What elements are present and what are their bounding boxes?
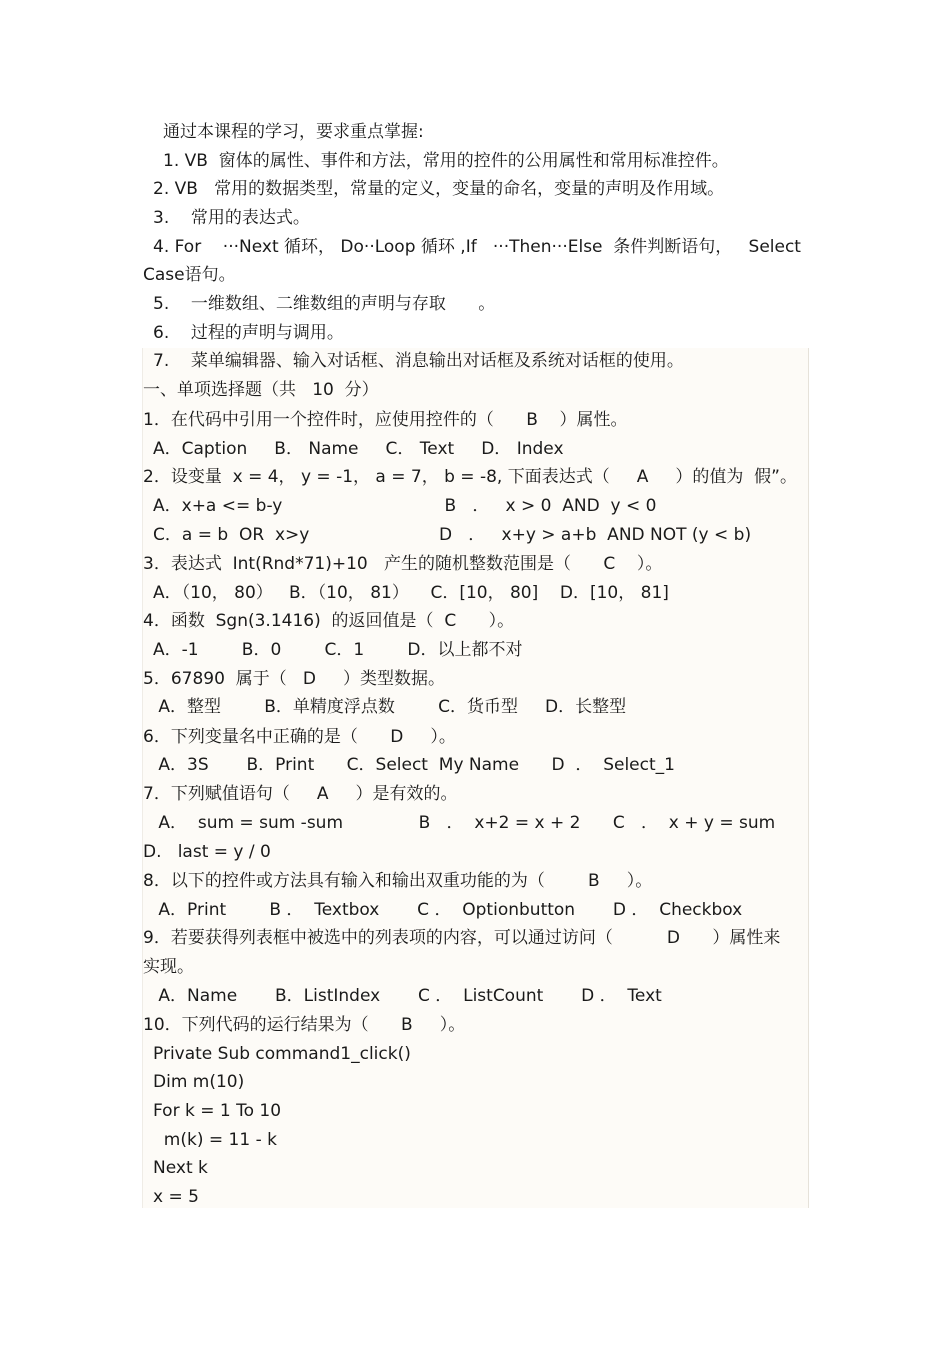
question-4-options: A．-1 B．0 C．1 D．以上都不对 (153, 640, 523, 660)
question-1: 1．在代码中引用一个控件时，应使用控件的（ B ）属性。 (143, 410, 628, 430)
requirement-2: 2. VB 常用的数据类型，常量的定义，变量的命名，变量的声明及作用域。 (153, 179, 725, 199)
code-line: m(k) = 11 - k (153, 1130, 277, 1150)
requirement-4-cont: Case语句。 (143, 265, 236, 285)
requirement-7: 7. 菜单编辑器、输入对话框、消息输出对话框及系统对话框的使用。 (153, 351, 684, 371)
question-2-options-cd: C．a = b OR x>y D ． x+y > a+b AND NOT (y < b) (153, 525, 752, 545)
requirement-6: 6. 过程的声明与调用。 (153, 323, 344, 343)
question-4: 4．函数 Sgn(3.1416) 的返回值是（ C ）。 (143, 611, 515, 631)
question-7-options: A． sum = sum -sum B ． x+2 = x + 2 C ． x + y = sum (153, 813, 776, 833)
question-7-option-d: D. last = y / 0 (143, 842, 271, 862)
question-2-options-ab: A．x+a <= b-y B ． x > 0 AND y < 0 (153, 496, 657, 516)
question-5-options: A．整型 B．单精度浮点数 C．货币型 D．长整型 (153, 697, 627, 717)
intro-text: 通过本课程的学习，要求重点掌握: (163, 122, 424, 142)
question-3: 3．表达式 Int(Rnd*71)+10 产生的随机整数范围是（ C ）。 (143, 554, 663, 574)
question-9-options: A．Name B．ListIndex C ． ListCount D ． Text (153, 986, 662, 1006)
question-8: 8．以下的控件或方法具有输入和输出双重功能的为（ B ）。 (143, 871, 653, 891)
requirement-3: 3. 常用的表达式。 (153, 208, 310, 228)
requirement-4: 4. For ···Next 循环， Do··Loop 循环 ,If ···Then···Else 条件判断语句， Select (153, 237, 801, 257)
question-6-options: A．3S B．Print C．Select My Name D ． Select_1 (153, 755, 675, 775)
code-line: Private Sub command1_click() (153, 1044, 411, 1064)
question-6: 6．下列变量名中正确的是（ D ）。 (143, 727, 456, 747)
question-1-options: A．Caption B． Name C． Text D． Index (153, 439, 564, 459)
question-9: 9．若要获得列表框中被选中的列表项的内容，可以通过访问（ D ）属性来 (143, 928, 781, 948)
code-line: For k = 1 To 10 (153, 1101, 282, 1121)
question-10: 10．下列代码的运行结果为（ B ）。 (143, 1015, 466, 1035)
question-7: 7．下列赋值语句（ A ）是有效的。 (143, 784, 458, 804)
code-line: x = 5 (153, 1187, 199, 1207)
section-heading: 一、单项选择题（共 10 分） (143, 380, 379, 400)
code-line: Next k (153, 1158, 208, 1178)
requirement-5: 5. 一维数组、二维数组的声明与存取 。 (153, 294, 496, 314)
code-line: Dim m(10) (153, 1072, 245, 1092)
question-8-options: A．Print B ． Textbox C ． Optionbutton D ． Checkbox (153, 900, 743, 920)
question-9-cont: 实现。 (143, 957, 194, 977)
question-2: 2．设变量 x = 4， y = -1， a = 7， b = -8, 下面表达式（ A ）的值为 假”。 (143, 467, 797, 487)
question-5: 5．67890 属于（ D ）类型数据。 (143, 669, 446, 689)
requirement-1: 1. VB 窗体的属性、事件和方法，常用的控件的公用属性和常用标准控件。 (163, 151, 729, 171)
question-3-options: A．（10， 80） B．（10， 81） C．[10， 80] D．[10， 81] (153, 583, 669, 603)
